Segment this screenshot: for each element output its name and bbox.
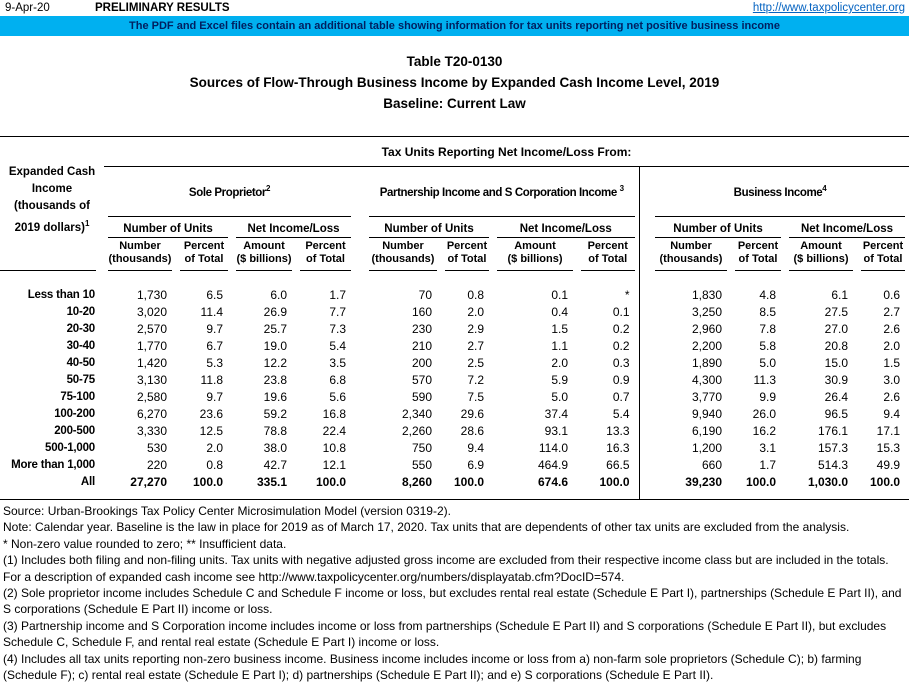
cell-value: 26.9 [263, 305, 287, 319]
table-row [0, 338, 909, 355]
cell-value: 6.7 [206, 339, 223, 353]
group-gap [355, 217, 365, 238]
cell-value: 13.3 [606, 424, 630, 438]
cell-value: 0.2 [612, 322, 630, 336]
cell-value: 200 [411, 356, 432, 370]
cell-value: 1.7 [759, 458, 776, 472]
cell-value: 39,230 [685, 475, 722, 489]
table-row [0, 406, 909, 423]
group-gap [355, 372, 365, 389]
spacer [651, 271, 909, 287]
cell-value: 1,200 [691, 441, 722, 455]
column-header-row [0, 238, 909, 271]
cell-value: 2.7 [467, 339, 484, 353]
cell-value: 0.1 [612, 305, 630, 319]
cell-value: 5.4 [612, 407, 630, 421]
cell-value: 100.0 [192, 475, 223, 489]
group-gap [355, 321, 365, 338]
subheader-number-of-units: Number of Units [365, 217, 493, 238]
footnote-line: (2) Sole proprietor income includes Schedule C and Schedule F income or loss, but excludes rental real estate (Schedule E Part I), partnerships (Schedule E Part II), and S corporations (Schedule E Part II) income or loss. [3, 586, 902, 617]
group-gap-divider [639, 355, 651, 372]
cell-value: 3,020 [136, 305, 167, 319]
group-gap-divider [639, 217, 651, 238]
cell-value: 100.0 [599, 475, 630, 489]
cell-value: 2.9 [467, 322, 484, 336]
spacer-row [0, 271, 909, 287]
cell-value: 28.6 [460, 424, 484, 438]
col-header-number: Number (thousands) [104, 238, 176, 271]
cell-value: 17.1 [876, 424, 900, 438]
spacer [0, 271, 639, 287]
cell-value: 100.0 [869, 475, 900, 489]
col-header-amount: Amount ($ billions) [493, 238, 577, 271]
cell-value: 550 [411, 458, 432, 472]
table-top-header-row [0, 137, 909, 167]
cell-value: 176.1 [817, 424, 848, 438]
cell-value: 464.9 [537, 458, 568, 472]
table-body [0, 271, 909, 500]
cell-value: 27.5 [824, 305, 848, 319]
col-header-amount: Amount ($ billions) [232, 238, 296, 271]
cell-value: 230 [411, 322, 432, 336]
cell-value: 15.0 [824, 356, 848, 370]
cell-value: 12.1 [322, 458, 346, 472]
table-row [0, 287, 909, 304]
footnote-line: * Non-zero value rounded to zero; ** Insufficient data. [3, 536, 287, 551]
cell-value: 26.4 [824, 390, 848, 404]
cell-value: 0.7 [612, 390, 630, 404]
spacer [0, 491, 639, 500]
group-header-partnership-scorp: Partnership Income and S Corporation Income $^3$ [365, 167, 639, 217]
top-bar [0, 0, 909, 16]
cell-value: 19.0 [263, 339, 287, 353]
spacer [651, 491, 909, 500]
table-row [0, 321, 909, 338]
cell-value: 530 [146, 441, 167, 455]
cell-value: 29.6 [460, 407, 484, 421]
cell-value: 7.2 [467, 373, 484, 387]
cell-value: 3.0 [883, 373, 900, 387]
cell-value: 2,200 [691, 339, 722, 353]
table-row [0, 457, 909, 474]
cell-value: 78.8 [263, 424, 287, 438]
cell-value: 0.1 [551, 288, 568, 302]
cell-value: 6.9 [467, 458, 484, 472]
row-label: 50-75 [66, 374, 95, 386]
cell-value: 2,580 [136, 390, 167, 404]
subheader-number-of-units: Number of Units [104, 217, 232, 238]
subgroup-header-row [0, 217, 909, 238]
row-label: 200-500 [54, 425, 95, 437]
cell-value: 6.0 [270, 288, 287, 302]
tax-units-reporting-header: Tax Units Reporting Net Income/Loss From: [104, 137, 909, 167]
cell-value: 1,420 [136, 356, 167, 370]
income-table [0, 136, 909, 500]
cell-value: 0.8 [206, 458, 223, 472]
cell-value: 660 [701, 458, 722, 472]
col-header-percent: Percent of Total [577, 238, 639, 271]
cell-value: 59.2 [263, 407, 287, 421]
cell-value: 2,570 [136, 322, 167, 336]
cell-value: 20.8 [824, 339, 848, 353]
cell-value: 100.0 [453, 475, 484, 489]
preliminary-results-label: PRELIMINARY RESULTS [95, 2, 230, 14]
cell-value: 38.0 [263, 441, 287, 455]
cell-value: 66.5 [606, 458, 630, 472]
cell-value: 5.8 [759, 339, 776, 353]
cell-value: 19.6 [263, 390, 287, 404]
cell-value: 0.8 [467, 288, 484, 302]
cell-value: 160 [411, 305, 432, 319]
row-label: All [80, 476, 95, 488]
col-header-percent: Percent of Total [441, 238, 493, 271]
cell-value: 22.4 [322, 424, 346, 438]
group-gap-divider [639, 338, 651, 355]
cell-value: 2,340 [401, 407, 432, 421]
cell-value: 2.0 [206, 441, 223, 455]
cell-value: 1.5 [551, 322, 568, 336]
group-gap-divider [639, 304, 651, 321]
cell-value: 42.7 [263, 458, 287, 472]
group-gap [355, 238, 365, 271]
group-gap [355, 440, 365, 457]
cell-value: 11.4 [200, 305, 223, 319]
cell-value: 1.1 [551, 339, 568, 353]
table-row [0, 423, 909, 440]
cell-value: 2.7 [883, 305, 900, 319]
cell-value: 2.0 [467, 305, 484, 319]
table-row [0, 304, 909, 321]
group-gap-divider [639, 167, 651, 217]
cell-value: 0.9 [612, 373, 630, 387]
cell-value: 26.0 [752, 407, 776, 421]
cell-value: 9.7 [206, 322, 223, 336]
cell-value: 5.4 [329, 339, 346, 353]
cell-value: 15.3 [876, 441, 900, 455]
cell-value: 570 [411, 373, 432, 387]
cell-value: 96.5 [824, 407, 848, 421]
group-gap-divider [639, 423, 651, 440]
footnote-line: (1) Includes both filing and non-filing units. Tax units with negative adjusted gross income are excluded from their respective income class but are included in the totals. For a description of expanded cash income see http://www.taxpolicycenter.org/numbers/displayatab.cfm?DocID=574. [3, 553, 889, 584]
footnotes [0, 503, 909, 683]
cell-value: 2,960 [691, 322, 722, 336]
cell-value: 3,250 [691, 305, 722, 319]
cell-value: 6.1 [831, 288, 848, 302]
col-header-percent: Percent of Total [731, 238, 785, 271]
group-gap-divider [639, 491, 651, 500]
cell-value: 2.0 [551, 356, 568, 370]
col-header-percent: Percent of Total [857, 238, 909, 271]
cell-value: 1,730 [136, 288, 167, 302]
cell-value: 157.3 [817, 441, 848, 455]
cell-value: 2.6 [883, 390, 900, 404]
subheader-net-income-loss: Net Income/Loss [493, 217, 639, 238]
cell-value: 1,030.0 [807, 475, 848, 489]
cell-value: 11.3 [753, 373, 776, 387]
row-label: 40-50 [66, 357, 95, 369]
cell-value: 210 [411, 339, 432, 353]
row-label: 500-1,000 [45, 442, 95, 454]
cell-value: 10.8 [322, 441, 346, 455]
subheader-net-income-loss: Net Income/Loss [232, 217, 355, 238]
cell-value: 1,830 [691, 288, 722, 302]
cell-value: 1,770 [136, 339, 167, 353]
cell-value: 9.4 [467, 441, 484, 455]
cell-value: 7.5 [467, 390, 484, 404]
group-gap [355, 304, 365, 321]
cell-value: 16.8 [322, 407, 346, 421]
cell-value: 2,260 [401, 424, 432, 438]
cell-value: 2.5 [467, 356, 484, 370]
cell-value: 750 [411, 441, 432, 455]
cell-value: 220 [146, 458, 167, 472]
cell-value: 1.7 [329, 288, 346, 302]
cell-value: 5.6 [329, 390, 346, 404]
group-gap-divider [639, 238, 651, 271]
col-header-number: Number (thousands) [365, 238, 441, 271]
cell-value: 7.8 [759, 322, 776, 336]
info-banner: The PDF and Excel files contain an additional table showing information for tax units reporting net positive business income [0, 16, 909, 36]
cell-value: 1,890 [691, 356, 722, 370]
cell-value: 2.6 [883, 322, 900, 336]
group-header-row [0, 167, 909, 217]
cell-value: 5.3 [206, 356, 223, 370]
table-row [0, 474, 909, 491]
cell-value: 0.6 [883, 288, 900, 302]
cell-value: 0.4 [551, 305, 568, 319]
table-row [0, 440, 909, 457]
table-main-title: Sources of Flow-Through Business Income by Expanded Cash Income Level, 2019 [189, 75, 720, 90]
row-label: 20-30 [66, 323, 95, 335]
cell-value: 7.7 [329, 305, 346, 319]
cell-value: 5.0 [759, 356, 776, 370]
group-gap [355, 474, 365, 491]
row-label: 100-200 [54, 408, 95, 420]
cell-value: 335.1 [256, 475, 287, 489]
cell-value: 100.0 [315, 475, 346, 489]
cell-value: 0.2 [612, 339, 630, 353]
row-label: More than 1,000 [11, 459, 95, 471]
group-gap [355, 423, 365, 440]
spacer-row [0, 491, 909, 500]
cell-value: 9,940 [691, 407, 722, 421]
cell-value: 4.8 [759, 288, 776, 302]
cell-value: 3.1 [759, 441, 776, 455]
subheader-number-of-units: Number of Units [651, 217, 785, 238]
table-row [0, 355, 909, 372]
cell-value: 49.9 [876, 458, 900, 472]
cell-value: 6,190 [691, 424, 722, 438]
cell-value: 25.7 [263, 322, 287, 336]
cell-value: 12.2 [263, 356, 287, 370]
cell-value: 70 [418, 288, 432, 302]
footnote-line: Source: Urban-Brookings Tax Policy Center Microsimulation Model (version 0319-2). [3, 504, 451, 518]
cell-value: 2.0 [883, 339, 900, 353]
cell-value: 6,270 [136, 407, 167, 421]
group-header-business-income: Business Income$^4$ [651, 167, 909, 217]
table-baseline-title: Baseline: Current Law [383, 96, 526, 111]
cell-value: 514.3 [817, 458, 848, 472]
group-gap [355, 355, 365, 372]
group-gap-divider [639, 287, 651, 304]
cell-value: 8,260 [401, 475, 432, 489]
row-label: Less than 10 [27, 289, 95, 301]
footnote-line: (3) Partnership income and S Corporation income includes income or loss from partnerships (Schedule E Part II) and S corporations (Schedule E Part II), but excludes Schedule C, Schedule F, and rental real estate (Schedule E Part I) income or loss. [3, 618, 887, 650]
group-gap [355, 389, 365, 406]
cell-value: 3,130 [136, 373, 167, 387]
title-block [0, 51, 909, 114]
cell-value: 3,770 [691, 390, 722, 404]
cell-value: 30.9 [824, 373, 848, 387]
col-header-amount: Amount ($ billions) [785, 238, 857, 271]
footnote-line: (4) Includes all tax units reporting non-zero business income. Business income includes income or loss from a) non-farm sole proprietors (Schedule C); b) farming (Schedule F); c) rental real estate (Schedule E Part I); d) partnerships (Schedule E Part II); and e) S corporations (Schedule E Part II). [3, 651, 862, 683]
taxpolicycenter-link[interactable]: http://www.taxpolicycenter.org [752, 2, 905, 14]
cell-value: 3,330 [136, 424, 167, 438]
row-label: 10-20 [66, 306, 95, 318]
subheader-net-income-loss: Net Income/Loss [785, 217, 909, 238]
cell-value: 0.3 [612, 356, 630, 370]
cell-value: 5.0 [551, 390, 568, 404]
cell-value: 114.0 [538, 441, 568, 455]
report-date: 9-Apr-20 [5, 2, 50, 14]
cell-value: 590 [411, 390, 432, 404]
group-gap-divider [639, 406, 651, 423]
cell-value: 9.7 [206, 390, 223, 404]
cell-value: 16.3 [606, 441, 630, 455]
row-label: 30-40 [66, 340, 95, 352]
cell-value: 93.1 [544, 424, 568, 438]
group-gap [355, 338, 365, 355]
cell-value: 16.2 [752, 424, 776, 438]
cell-value: 5.9 [551, 373, 568, 387]
group-gap-divider [639, 389, 651, 406]
cell-value: 9.4 [883, 407, 900, 421]
group-gap-divider [639, 321, 651, 338]
cell-value: 6.5 [206, 288, 223, 302]
cell-value: 23.8 [263, 373, 287, 387]
group-gap-divider [639, 271, 651, 287]
cell-value: 4,300 [691, 373, 722, 387]
group-gap [355, 167, 365, 217]
table-row [0, 372, 909, 389]
row-label-header: Expanded Cash Income (thousands of 2019 dollars)$^1$ [0, 137, 104, 271]
col-header-percent: Percent of Total [296, 238, 355, 271]
col-header-percent: Percent of Total [176, 238, 232, 271]
cell-value: 11.8 [200, 373, 223, 387]
cell-value: 27.0 [824, 322, 848, 336]
table-number-title: Table T20-0130 [406, 54, 503, 69]
cell-value: 674.6 [537, 475, 568, 489]
group-gap [355, 457, 365, 474]
group-gap [355, 406, 365, 423]
cell-value: 12.5 [199, 424, 223, 438]
cell-value: 1.5 [883, 356, 900, 370]
cell-value: 37.4 [544, 407, 568, 421]
cell-value: 3.5 [329, 356, 346, 370]
group-gap-divider [639, 372, 651, 389]
row-label: 75-100 [60, 391, 95, 403]
cell-value: 8.5 [759, 305, 776, 319]
group-gap-divider [639, 474, 651, 491]
col-header-number: Number (thousands) [651, 238, 731, 271]
cell-value: 9.9 [759, 390, 776, 404]
group-gap-divider [639, 457, 651, 474]
cell-value: * [624, 288, 630, 302]
cell-value: 7.3 [329, 322, 346, 336]
cell-value: 100.0 [745, 475, 776, 489]
group-header-sole-proprietor: Sole Proprietor$^2$ [104, 167, 355, 217]
cell-value: 23.6 [199, 407, 223, 421]
cell-value: 6.8 [329, 373, 346, 387]
group-gap-divider [639, 440, 651, 457]
footnote-line: Note: Calendar year. Baseline is the law in place for 2019 as of March 17, 2020. Tax units that are dependents of other tax units are excluded from the analysis. [3, 520, 850, 535]
table-row [0, 389, 909, 406]
group-gap [355, 287, 365, 304]
cell-value: 27,270 [130, 475, 167, 489]
